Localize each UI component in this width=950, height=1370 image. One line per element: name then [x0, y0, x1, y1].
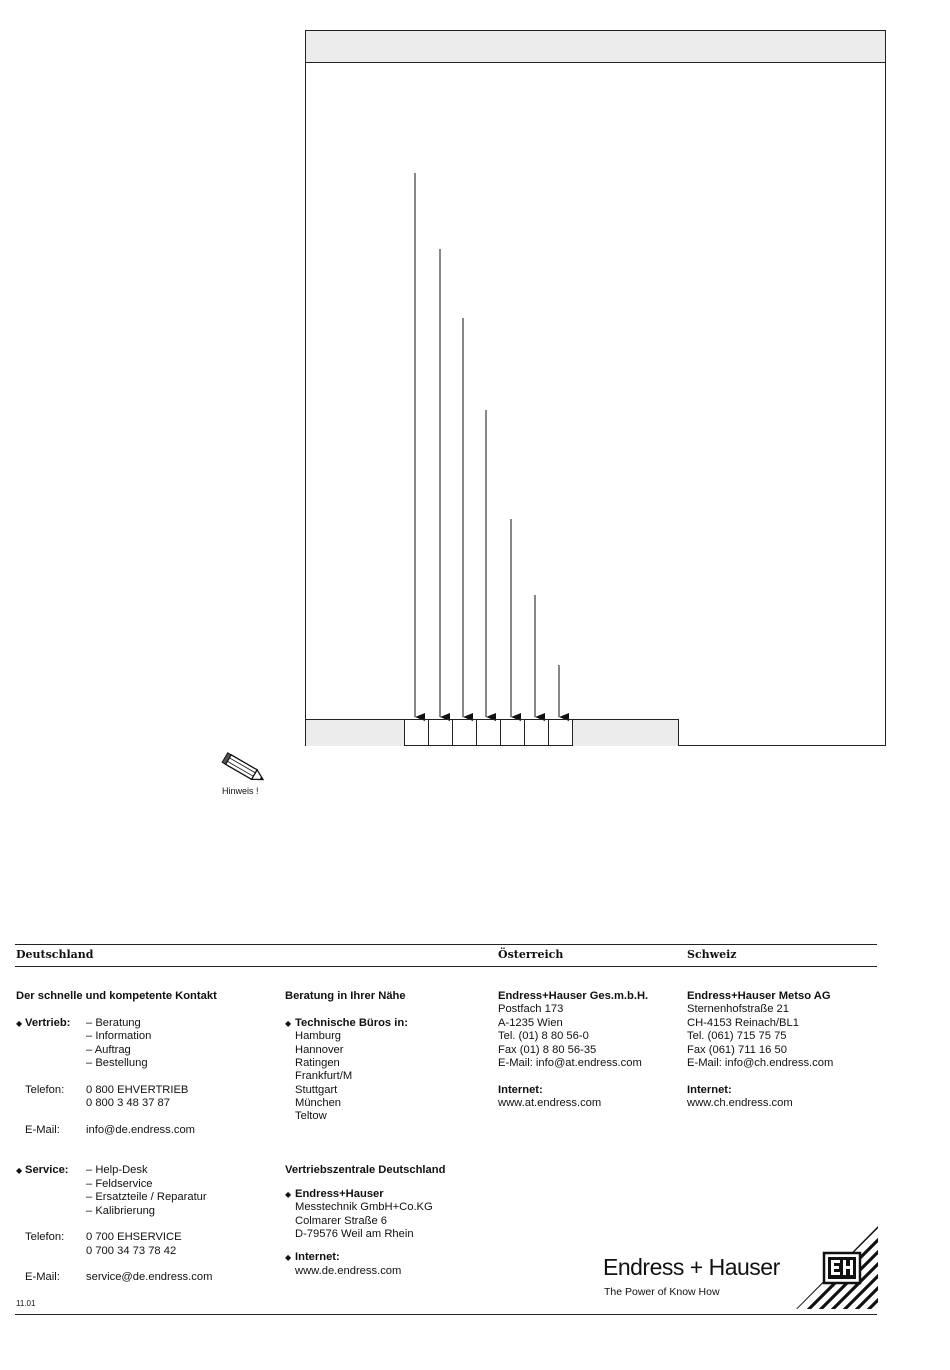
ch-internet-label: Internet:: [687, 1084, 732, 1096]
code-suffix-cell: [573, 719, 679, 746]
service-item: – Feldservice: [86, 1178, 153, 1190]
sales-email-label: E-Mail:: [25, 1124, 60, 1136]
document-date: 11.01: [16, 1299, 36, 1308]
office-city: Frankfurt/M: [295, 1070, 353, 1082]
order-code-row: [306, 719, 679, 746]
ch-line: Tel. (061) 715 75 75: [687, 1030, 787, 1042]
at-line: Postfach 173: [498, 1003, 564, 1015]
diagram-arrows: [306, 31, 886, 747]
hq-name: Endress+Hauser: [295, 1188, 384, 1200]
footer-top-rule: [15, 944, 877, 945]
at-internet-label: Internet:: [498, 1084, 543, 1096]
sales-phone: 0 800 EHVERTRIEB: [86, 1084, 189, 1096]
at-line: A-1235 Wien: [498, 1017, 563, 1029]
sales-label: Vertrieb:: [25, 1017, 71, 1029]
sales-email-link[interactable]: info@de.endress.com: [86, 1124, 195, 1136]
hq-line: Messtechnik GmbH+Co.KG: [295, 1201, 433, 1213]
service-email-label: E-Mail:: [25, 1271, 60, 1283]
service-phone: 0 700 EHSERVICE: [86, 1231, 182, 1243]
bullet-icon: ◆: [16, 1019, 23, 1028]
sales-phone: 0 800 3 48 37 87: [86, 1097, 170, 1109]
code-cell: [429, 719, 453, 746]
ch-line: Sternenhofstraße 21: [687, 1003, 789, 1015]
sales-item: – Beratung: [86, 1017, 141, 1029]
order-code-diagram: [305, 30, 886, 746]
ch-company-name: Endress+Hauser Metso AG: [687, 990, 831, 1002]
at-internet-link[interactable]: www.at.endress.com: [498, 1097, 602, 1109]
code-cell: [501, 719, 525, 746]
code-cell: [549, 719, 573, 746]
de-nearby-title: Beratung in Ihrer Nähe: [285, 990, 406, 1002]
office-city: Teltow: [295, 1110, 327, 1122]
at-line: Tel. (01) 8 80 56-0: [498, 1030, 589, 1042]
ch-line: Fax (061) 711 16 50: [687, 1044, 787, 1056]
company-logo-icon: [796, 1226, 878, 1309]
region-switzerland: Schweiz: [687, 948, 737, 961]
ch-line: CH-4153 Reinach/BL1: [687, 1017, 799, 1029]
code-prefix-cell: [306, 719, 405, 746]
note-label: Hinweis !: [222, 786, 259, 796]
company-logo-name: Endress + Hauser: [603, 1254, 780, 1280]
sales-phone-label: Telefon:: [25, 1084, 65, 1096]
hq-title: Vertriebszentrale Deutschland: [285, 1164, 446, 1176]
code-cell: [477, 719, 501, 746]
office-city: München: [295, 1097, 342, 1109]
region-germany: Deutschland: [16, 948, 94, 961]
sales-item: – Auftrag: [86, 1044, 131, 1056]
service-item: – Kalibrierung: [86, 1205, 156, 1217]
hq-line: Colmarer Straße 6: [295, 1215, 388, 1227]
footer-bottom-rule: [15, 1314, 877, 1315]
service-item: – Help-Desk: [86, 1164, 148, 1176]
de-internet-link[interactable]: www.de.endress.com: [295, 1265, 402, 1277]
at-email[interactable]: E-Mail: info@at.endress.com: [498, 1057, 642, 1069]
offices-label: Technische Büros in:: [295, 1017, 408, 1029]
service-phone-label: Telefon:: [25, 1231, 65, 1243]
bullet-icon: ◆: [285, 1190, 292, 1199]
ch-email[interactable]: E-Mail: info@ch.endress.com: [687, 1057, 834, 1069]
bullet-icon: ◆: [285, 1019, 292, 1028]
service-item: – Ersatzteile / Reparatur: [86, 1191, 207, 1203]
de-contact-title: Der schnelle und kompetente Kontakt: [16, 990, 217, 1002]
office-city: Hannover: [295, 1044, 344, 1056]
bullet-icon: ◆: [16, 1166, 23, 1175]
service-phone: 0 700 34 73 78 42: [86, 1245, 177, 1257]
at-company-name: Endress+Hauser Ges.m.b.H.: [498, 990, 649, 1002]
code-cell: [525, 719, 549, 746]
bullet-icon: ◆: [285, 1253, 292, 1262]
region-austria: Österreich: [498, 948, 564, 961]
ch-internet-link[interactable]: www.ch.endress.com: [687, 1097, 793, 1109]
at-line: Fax (01) 8 80 56-35: [498, 1044, 597, 1056]
company-tagline: The Power of Know How: [604, 1286, 720, 1298]
footer-sub-rule: [15, 966, 877, 967]
de-internet-label: Internet:: [295, 1251, 340, 1263]
code-cell: [453, 719, 477, 746]
service-email-link[interactable]: service@de.endress.com: [86, 1271, 213, 1283]
office-city: Hamburg: [295, 1030, 342, 1042]
hq-line: D-79576 Weil am Rhein: [295, 1228, 414, 1240]
sales-item: – Bestellung: [86, 1057, 148, 1069]
sales-item: – Information: [86, 1030, 152, 1042]
code-cell: [405, 719, 429, 746]
office-city: Stuttgart: [295, 1084, 338, 1096]
service-label: Service:: [25, 1164, 69, 1176]
office-city: Ratingen: [295, 1057, 340, 1069]
